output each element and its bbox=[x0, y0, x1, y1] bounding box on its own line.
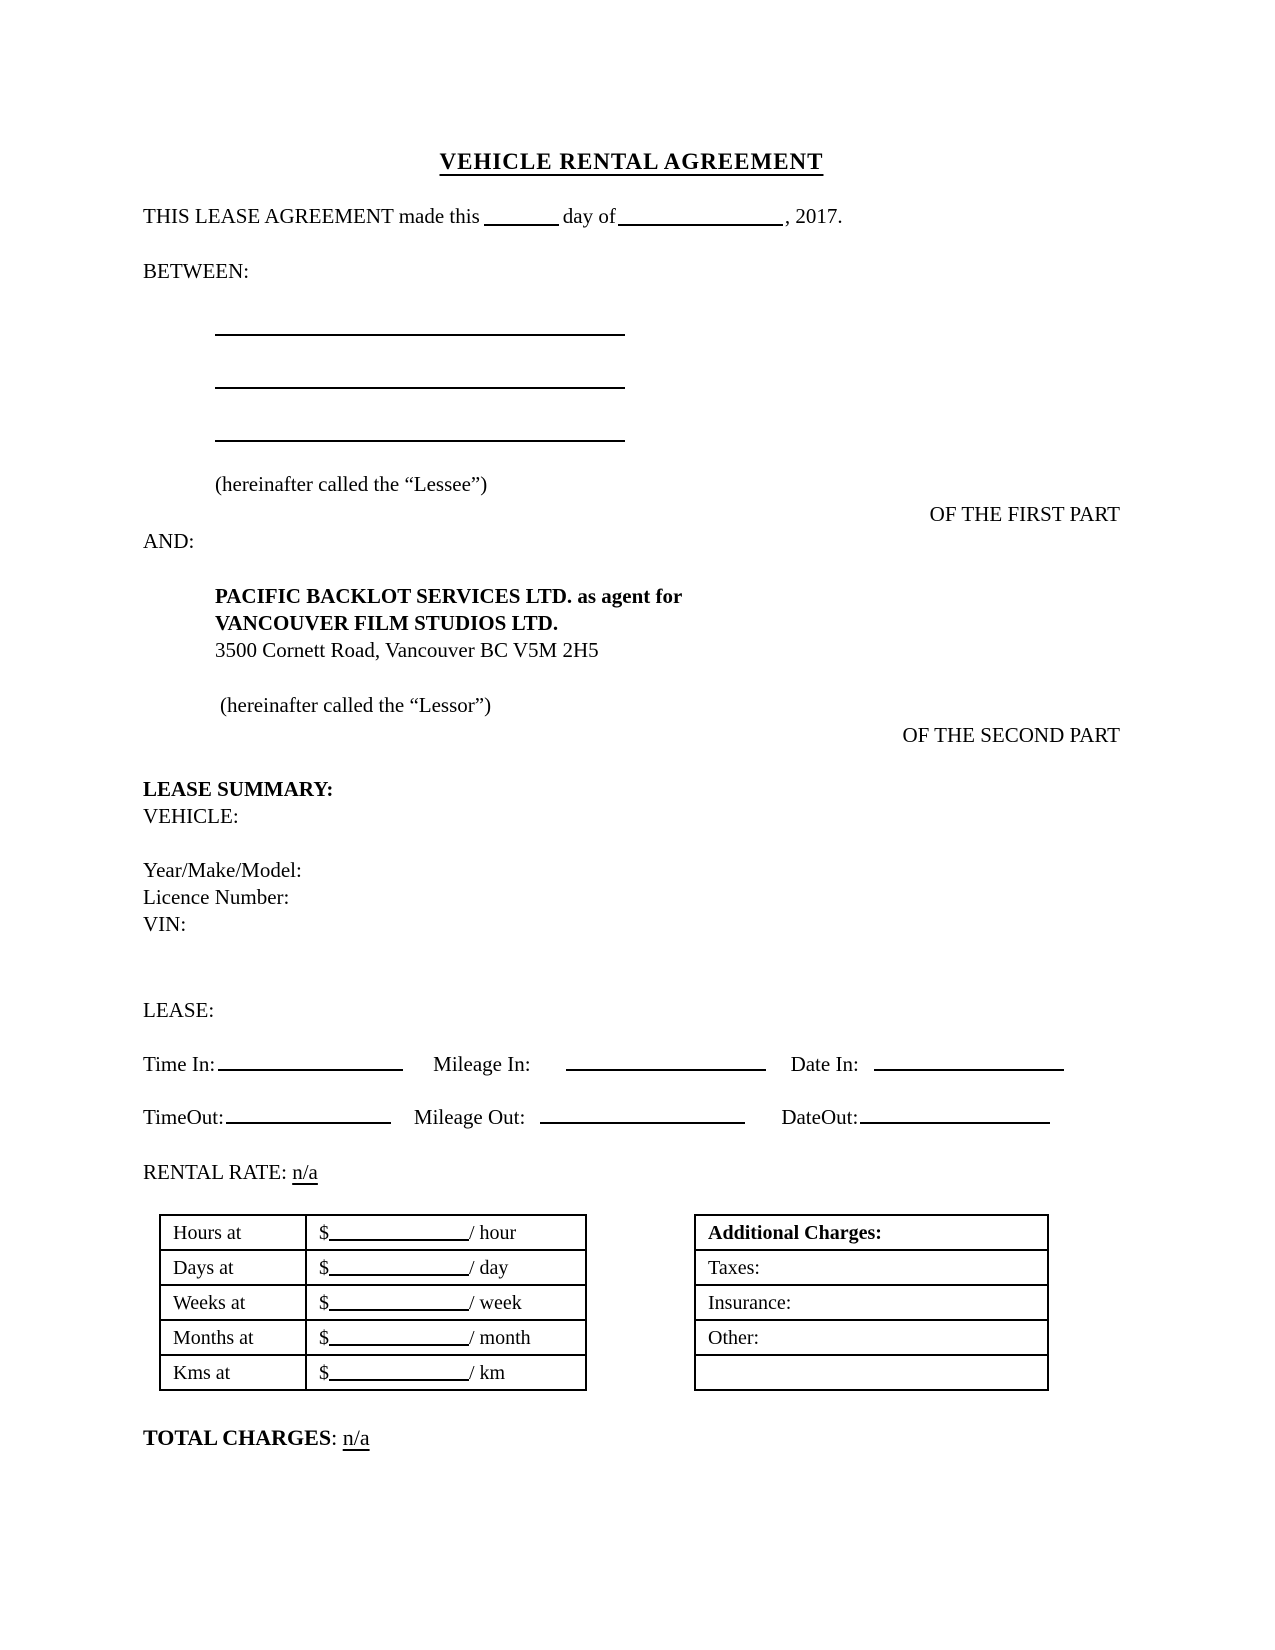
lessor-address: 3500 Cornett Road, Vancouver BC V5M 2H5 bbox=[215, 638, 599, 662]
total-charges-label: TOTAL CHARGES bbox=[143, 1425, 332, 1450]
table-row bbox=[695, 1250, 1048, 1285]
rental-rate-line bbox=[143, 1160, 1120, 1184]
lessor-note: (hereinafter called the “Lessor”) bbox=[220, 693, 492, 717]
time-in-label: Time In: bbox=[143, 1052, 216, 1076]
lease-in-row bbox=[143, 1052, 1120, 1076]
rate-amount-cell bbox=[306, 1250, 586, 1285]
hour-rate-field[interactable] bbox=[329, 1238, 469, 1241]
table-row bbox=[160, 1320, 586, 1355]
currency-symbol: $ bbox=[319, 1326, 329, 1349]
time-out-label: TimeOut: bbox=[143, 1105, 224, 1129]
extra-charges-cell[interactable] bbox=[695, 1355, 1048, 1390]
intro-prefix: THIS LEASE AGREEMENT made this bbox=[143, 204, 480, 228]
between-label: BETWEEN: bbox=[143, 259, 250, 283]
rental-rate-label: RENTAL RATE: bbox=[143, 1160, 287, 1184]
lessee-name-field[interactable] bbox=[215, 283, 625, 336]
lease-summary-heading: LEASE SUMMARY: bbox=[143, 777, 334, 801]
mileage-in-field[interactable] bbox=[566, 1068, 766, 1071]
rate-per-label: / km bbox=[469, 1361, 506, 1384]
table-row bbox=[160, 1355, 586, 1390]
vehicle-label: VEHICLE: bbox=[143, 804, 239, 828]
table-row bbox=[160, 1285, 586, 1320]
date-in-label: Date In: bbox=[790, 1052, 859, 1076]
licence-number-label: Licence Number: bbox=[143, 885, 290, 909]
intro-year: , 2017. bbox=[784, 204, 843, 228]
rate-amount-cell bbox=[306, 1355, 586, 1390]
currency-symbol: $ bbox=[319, 1361, 329, 1384]
intro-middle: day of bbox=[562, 204, 616, 228]
lease-heading: LEASE: bbox=[143, 998, 215, 1022]
table-row bbox=[160, 1215, 586, 1250]
rate-unit-label: Months at bbox=[160, 1320, 306, 1355]
total-charges-separator: : bbox=[331, 1425, 343, 1450]
lessee-address-field[interactable] bbox=[215, 336, 625, 389]
table-row bbox=[695, 1355, 1048, 1390]
rate-unit-label: Days at bbox=[160, 1250, 306, 1285]
time-out-field[interactable] bbox=[226, 1121, 391, 1124]
date-in-field[interactable] bbox=[874, 1068, 1064, 1071]
month-blank-field[interactable] bbox=[618, 223, 783, 226]
additional-charges-table bbox=[694, 1214, 1049, 1391]
time-in-field[interactable] bbox=[218, 1068, 403, 1071]
rate-amount-cell bbox=[306, 1320, 586, 1355]
lessee-contact-field[interactable] bbox=[215, 389, 625, 442]
mileage-out-field[interactable] bbox=[540, 1121, 745, 1124]
currency-symbol: $ bbox=[319, 1221, 329, 1244]
day-blank-field[interactable] bbox=[484, 223, 559, 226]
additional-charges-header: Additional Charges: bbox=[695, 1215, 1048, 1250]
rate-amount-cell bbox=[306, 1285, 586, 1320]
first-part-label: OF THE FIRST PART bbox=[929, 502, 1120, 526]
day-rate-field[interactable] bbox=[329, 1273, 469, 1276]
lessee-note: (hereinafter called the “Lessee”) bbox=[215, 472, 488, 496]
mileage-in-label: Mileage In: bbox=[433, 1052, 531, 1076]
and-label: AND: bbox=[143, 529, 195, 553]
rate-unit-label: Hours at bbox=[160, 1215, 306, 1250]
total-charges-value: n/a bbox=[342, 1425, 370, 1450]
vin-label: VIN: bbox=[143, 912, 187, 936]
lease-out-row bbox=[143, 1105, 1120, 1129]
currency-symbol: $ bbox=[319, 1256, 329, 1279]
date-out-label: DateOut: bbox=[781, 1105, 859, 1129]
taxes-cell[interactable]: Taxes: bbox=[695, 1250, 1048, 1285]
table-row bbox=[695, 1285, 1048, 1320]
rental-rate-table bbox=[159, 1214, 587, 1391]
intro-line bbox=[143, 204, 1120, 228]
document-title: VEHICLE RENTAL AGREEMENT bbox=[439, 149, 824, 174]
year-make-model-label: Year/Make/Model: bbox=[143, 858, 302, 882]
second-part-label: OF THE SECOND PART bbox=[902, 723, 1120, 747]
lessor-name-line1: PACIFIC BACKLOT SERVICES LTD. as agent for bbox=[215, 584, 683, 608]
mileage-out-label: Mileage Out: bbox=[413, 1105, 526, 1129]
rate-per-label: / week bbox=[469, 1291, 522, 1314]
rate-per-label: / month bbox=[469, 1326, 531, 1349]
insurance-cell[interactable]: Insurance: bbox=[695, 1285, 1048, 1320]
rate-per-label: / hour bbox=[469, 1221, 517, 1244]
tables-section bbox=[143, 1214, 1120, 1391]
rate-unit-label: Weeks at bbox=[160, 1285, 306, 1320]
other-cell[interactable]: Other: bbox=[695, 1320, 1048, 1355]
rental-rate-value: n/a bbox=[292, 1160, 318, 1184]
lessor-block bbox=[215, 583, 1120, 664]
currency-symbol: $ bbox=[319, 1291, 329, 1314]
week-rate-field[interactable] bbox=[329, 1308, 469, 1311]
table-row bbox=[695, 1215, 1048, 1250]
lessor-name-line2: VANCOUVER FILM STUDIOS LTD. bbox=[215, 611, 559, 635]
table-row bbox=[695, 1320, 1048, 1355]
table-row bbox=[160, 1250, 586, 1285]
month-rate-field[interactable] bbox=[329, 1343, 469, 1346]
km-rate-field[interactable] bbox=[329, 1378, 469, 1381]
rate-unit-label: Kms at bbox=[160, 1355, 306, 1390]
rate-amount-cell bbox=[306, 1215, 586, 1250]
date-out-field[interactable] bbox=[860, 1121, 1050, 1124]
total-charges-line bbox=[143, 1426, 1120, 1450]
rate-per-label: / day bbox=[469, 1256, 509, 1279]
